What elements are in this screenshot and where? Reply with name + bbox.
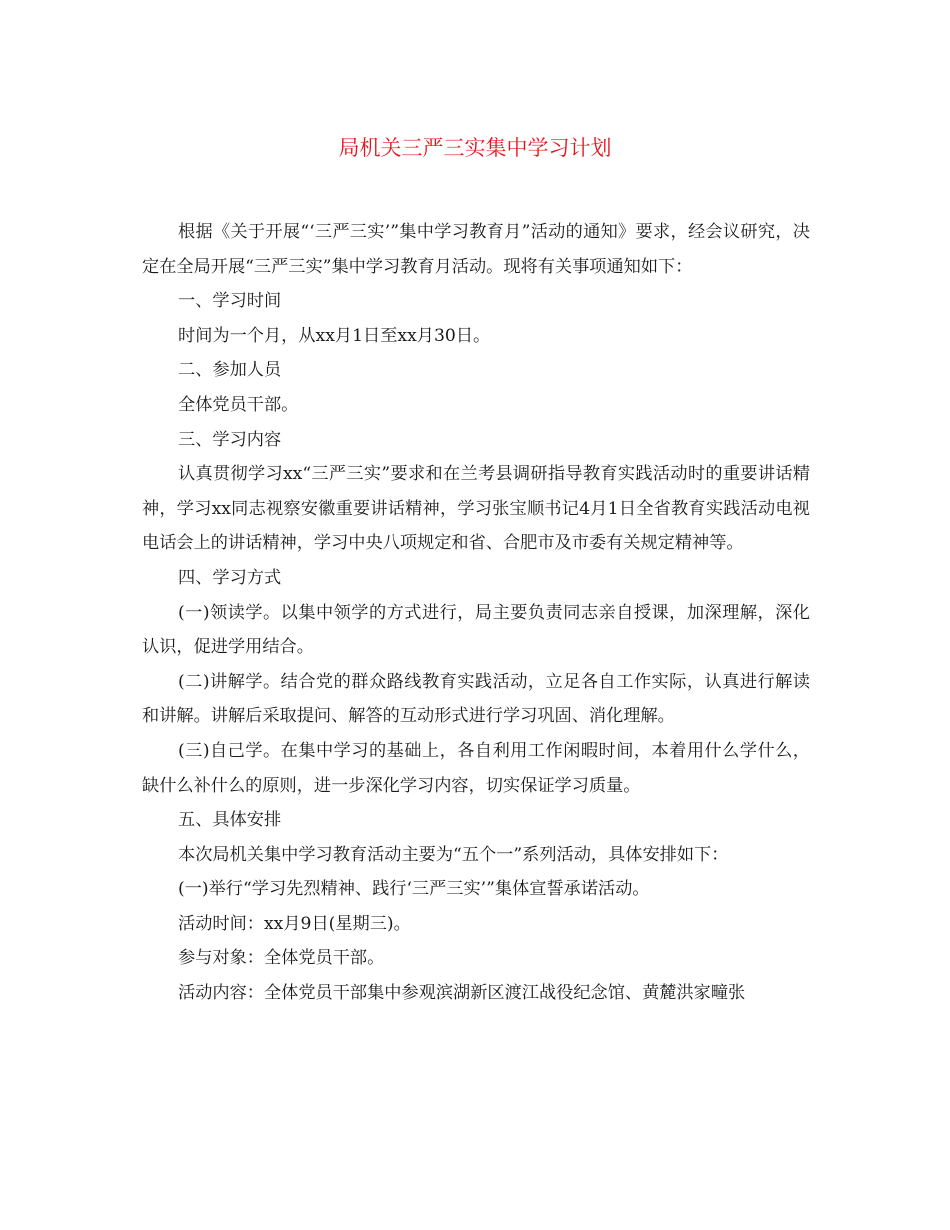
heading-study-time: 一、学习时间 — [178, 291, 282, 312]
paragraph-arrangements-intro: 本次局机关集中学习教育活动主要为“五个一”系列活动，具体安排如下： — [178, 844, 729, 865]
paragraph-study-content: 认真贯彻学习xx“三严三实”要求和在兰考县调研指导教育实践活动时的重要讲话精神，学习xx同志视察安徽重要讲话精神，学习张宝顺书记4月1日全省教育实践活动电视电话会上的讲话精神，学习中央八项规定和省、合肥市及市委有关规定精神等。 — [142, 464, 810, 554]
heading-arrangements: 五、具体安排 — [178, 810, 282, 831]
heading-participants: 二、参加人员 — [178, 360, 282, 381]
paragraph-activity-time: 活动时间：xx月9日(星期三)。 — [178, 913, 411, 934]
heading-study-content: 三、学习内容 — [178, 429, 282, 450]
paragraph-participants: 全体党员干部。 — [178, 394, 299, 415]
document-body — [142, 215, 810, 1011]
paragraph-intro: 根据《关于开展“‘三严三实’”集中学习教育月”活动的通知》要求，经会议研究，决定在全局开展“三严三实”集中学习教育月活动。现将有关事项通知如下： — [142, 222, 810, 277]
paragraph-activity-content: 活动内容：全体党员干部集中参观滨湖新区渡江战役纪念馆、黄麓洪家疃张 — [178, 983, 746, 1004]
document-title: 局机关三严三实集中学习计划 — [338, 136, 612, 160]
paragraph-activity-participants: 参与对象：全体党员干部。 — [178, 948, 385, 969]
paragraph-method-3: (三)自己学。在集中学习的基础上，各自利用工作闲暇时间，本着用什么学什么，缺什么补什么的原则，进一步深化学习内容，切实保证学习质量。 — [142, 740, 810, 796]
paragraph-method-2: (二)讲解学。结合党的群众路线教育实践活动，立足各自工作实际，认真进行解读和讲解。讲解后采取提问、解答的互动形式进行学习巩固、消化理解。 — [142, 671, 810, 727]
heading-study-methods: 四、学习方式 — [178, 567, 282, 588]
paragraph-activity-1: (一)举行“学习先烈精神、践行‘三严三实’”集体宣誓承诺活动。 — [178, 879, 650, 900]
paragraph-study-time: 时间为一个月，从xx月1日至xx月30日。 — [178, 325, 491, 346]
paragraph-method-1: (一)领读学。以集中领学的方式进行，局主要负责同志亲自授课，加深理解，深化认识，促进学用结合。 — [142, 602, 810, 658]
